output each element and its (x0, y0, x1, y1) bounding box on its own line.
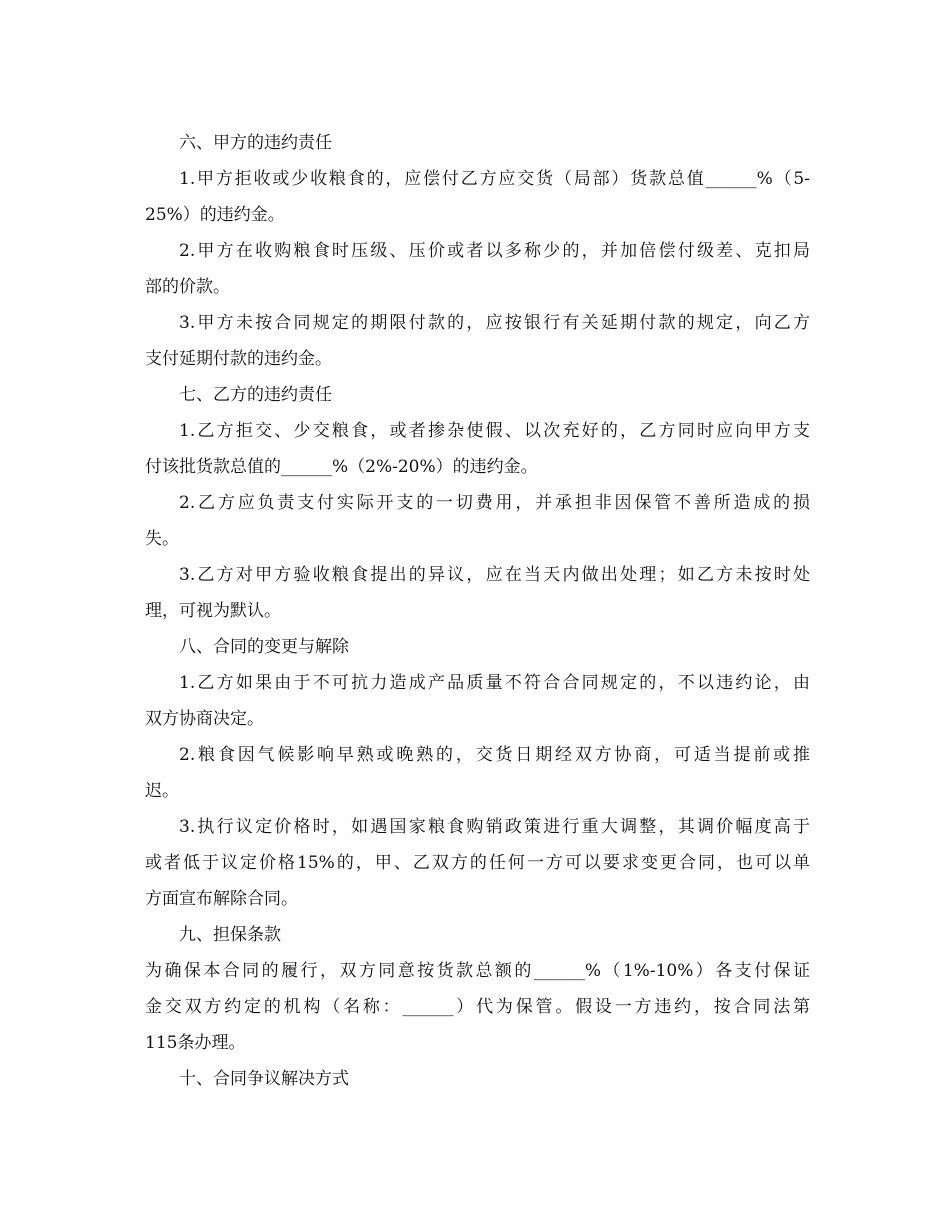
section-heading-breach-party-b: 七、乙方的违约责任 (179, 385, 332, 405)
section-heading-breach-party-a: 六、甲方的违约责任 (179, 133, 332, 153)
paragraph-line: 25%）的违约金。 (145, 205, 285, 225)
paragraph-line: 3.乙方对甲方验收粮食提出的异议，应在当天内做出处理；如乙方未按时处 (179, 565, 810, 585)
paragraph-line: 1.乙方拒交、少交粮食，或者掺杂使假、以次充好的，乙方同时应向甲方支 (179, 421, 810, 441)
paragraph-line: 2.乙方应负责支付实际开支的一切费用，并承担非因保管不善所造成的损 (179, 493, 810, 513)
paragraph-line: 付该批货款总值的______%（2%-20%）的违约金。 (145, 457, 538, 477)
paragraph-line: 115条办理。 (145, 1033, 246, 1053)
paragraph-line: 1.乙方如果由于不可抗力造成产品质量不符合合同规定的，不以违约论，由 (179, 673, 810, 693)
paragraph-line: 双方协商决定。 (145, 709, 264, 729)
paragraph-line: 或者低于议定价格15%的，甲、乙双方的任何一方可以要求变更合同，也可以单 (145, 853, 810, 873)
section-heading-dispute-resolution: 十、合同争议解决方式 (179, 1069, 349, 1089)
paragraph-line: 2.粮食因气候影响早熟或晚熟的，交货日期经双方协商，可适当提前或推 (179, 745, 810, 765)
paragraph-line: 金交双方约定的机构（名称：______）代为保管。假设一方违约，按合同法第 (145, 997, 810, 1017)
section-heading-change-termination: 八、合同的变更与解除 (179, 637, 349, 657)
paragraph-line: 迟。 (145, 781, 179, 801)
document-page (145, 125, 810, 1097)
paragraph-line: 支付延期付款的违约金。 (145, 349, 332, 369)
section-heading-guarantee: 九、担保条款 (179, 925, 281, 945)
paragraph-line: 为确保本合同的履行，双方同意按货款总额的______%（1%-10%）各支付保证 (145, 961, 810, 981)
paragraph-line: 1.甲方拒收或少收粮食的，应偿付乙方应交货（局部）货款总值______%（5- (179, 169, 810, 189)
paragraph-line: 3.执行议定价格时，如遇国家粮食购销政策进行重大调整，其调价幅度高于 (179, 817, 810, 837)
paragraph-line: 理，可视为默认。 (145, 601, 281, 621)
paragraph-line: 2.甲方在收购粮食时压级、压价或者以多称少的，并加倍偿付级差、克扣局 (179, 241, 810, 261)
paragraph-line: 方面宣布解除合同。 (145, 889, 298, 909)
paragraph-line: 3.甲方未按合同规定的期限付款的，应按银行有关延期付款的规定，向乙方 (179, 313, 810, 333)
paragraph-line: 部的价款。 (145, 277, 230, 297)
paragraph-line: 失。 (145, 529, 179, 549)
